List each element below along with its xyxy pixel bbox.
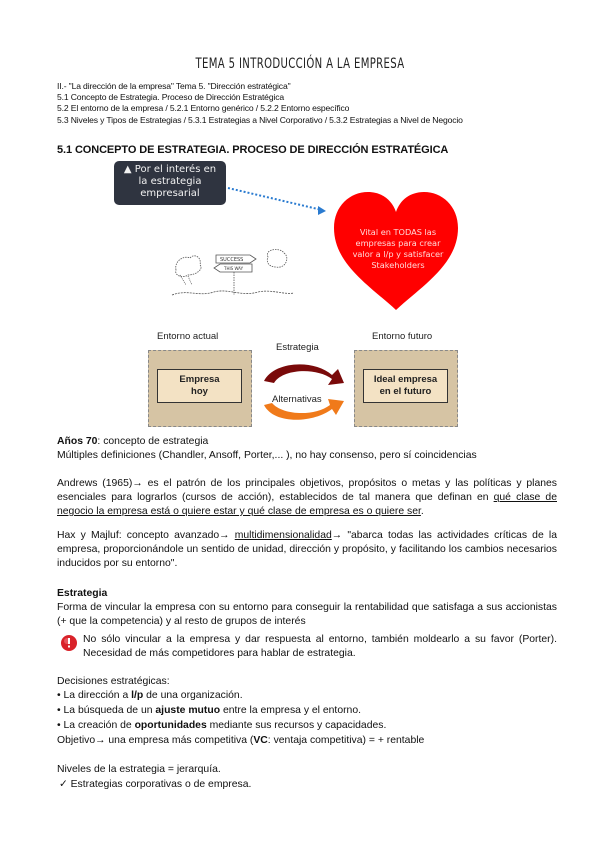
andrews-underline: qué clase de negocio la empresa está o quiere estar y qué clase de empresa es o quiere ser bbox=[57, 492, 557, 517]
decision-bold: ajuste mutuo bbox=[155, 705, 221, 716]
estrategia-definition: Forma de vincular la empresa con su entorno para conseguir la rentabilidad que satisfaga a sus accionistas (+ que la competencia) y al resto de grupos de interés bbox=[57, 602, 557, 627]
box-line: en el futuro bbox=[379, 386, 432, 397]
decisiones-heading: Decisiones estratégicas: bbox=[57, 676, 170, 687]
box-line: Empresa bbox=[179, 374, 220, 385]
decision-item bbox=[57, 689, 557, 703]
hax-text-b: → "abarca todas las actividades críticas de la empresa, proporcionándole un sentido de unidad, dirección y propósito, y facilitando los cambios necesarios inducidos por su entorno". bbox=[57, 530, 557, 569]
objetivo-line bbox=[57, 734, 557, 748]
decision-post: mediante sus recursos y capacidades. bbox=[206, 720, 387, 731]
estrategia-label: Estrategia bbox=[276, 342, 319, 353]
estrategia-arrow-icon bbox=[264, 364, 344, 385]
heart-text-line: empresas para crear bbox=[355, 238, 441, 248]
anos70-rest: : concepto de estrategia bbox=[97, 436, 209, 447]
objetivo-pre: Objetivo→ una empresa más competitiva ( bbox=[57, 735, 254, 746]
hax-underline: multidimensionalidad bbox=[234, 530, 332, 541]
decision-item bbox=[57, 704, 557, 718]
anos70-bold: Años 70 bbox=[57, 436, 98, 447]
empresa-hoy-box bbox=[157, 369, 242, 403]
multiples-line: Múltiples definiciones (Chandler, Ansoff, Porter,... ), no hay consenso, pero sí coincidencias bbox=[57, 450, 477, 461]
hax-text-a: Hax y Majluf: concepto avanzado→ bbox=[57, 530, 235, 541]
entorno-actual-label: Entorno actual bbox=[157, 331, 219, 342]
callout-line: la estrategia bbox=[138, 176, 202, 187]
exclamation-circle-icon bbox=[60, 634, 78, 652]
decision-bold: oportunidades bbox=[134, 720, 207, 731]
ideal-empresa-box bbox=[363, 369, 448, 403]
estrategia-heading: Estrategia bbox=[57, 588, 108, 599]
anos70-line bbox=[57, 435, 557, 449]
decision-pre: • La búsqueda de un bbox=[57, 705, 156, 716]
warning-text: No sólo vincular a la empresa y dar respuesta al entorno, también moldearlo a su favor (Porter). Necesidad de más competidores para hablar de estrategia. bbox=[83, 634, 557, 659]
andrews-text: Andrews (1965)→ es el patrón de los principales objetivos, propósitos o metas y las políticas y planes esenciales para lograrlos (cursos de acción), establecidos de tal manera que definan en bbox=[57, 478, 557, 503]
strategy-arrows bbox=[260, 357, 350, 427]
decision-pre: • La creación de bbox=[57, 720, 135, 731]
box-line: hoy bbox=[191, 386, 208, 397]
decision-post: de una organización. bbox=[143, 690, 243, 701]
decision-item bbox=[57, 719, 557, 733]
svg-text:SUCCESS: SUCCESS bbox=[220, 257, 244, 263]
toc-line: 5.2 El entorno de la empresa / 5.2.1 Entorno genérico / 5.2.2 Entorno específico bbox=[57, 103, 350, 114]
heart-text-line: valor a l/p y satisfacer bbox=[352, 249, 444, 259]
alternativas-arrow-icon bbox=[264, 399, 344, 420]
objetivo-post: : ventaja competitiva) = + rentable bbox=[267, 735, 425, 746]
decision-pre: • La dirección a bbox=[57, 690, 132, 701]
callout-line: ▲ Por el interés en bbox=[123, 164, 217, 175]
heart-text bbox=[348, 227, 448, 271]
niveles-line: Niveles de la estrategia = jerarquía. bbox=[57, 764, 221, 775]
decision-post: entre la empresa y el entorno. bbox=[220, 705, 362, 716]
box-line: Ideal empresa bbox=[373, 374, 438, 385]
toc-line: II.- "La dirección de la empresa" Tema 5. "Dirección estratégica" bbox=[57, 81, 291, 91]
toc-line: 5.3 Niveles y Tipos de Estrategias / 5.3.1 Estrategias a Nivel Corporativo / 5.3.2 Estrategias a Nivel de Negocio bbox=[57, 114, 463, 125]
heart-text-line: Vital en TODAS las bbox=[359, 227, 437, 237]
entorno-futuro-box bbox=[354, 350, 458, 427]
dotted-arrow-connector bbox=[0, 0, 600, 300]
callout-line: empresarial bbox=[140, 188, 200, 199]
section-heading: 5.1 CONCEPTO DE ESTRATEGIA. PROCESO DE DIRECCIÓN ESTRATÉGICA bbox=[57, 144, 449, 156]
success-signpost-illustration bbox=[168, 245, 296, 300]
callout-box bbox=[114, 161, 226, 205]
objetivo-bold: VC bbox=[253, 735, 268, 746]
check-item: ✓ Estrategias corporativas o de empresa. bbox=[59, 779, 252, 790]
heart-text-line: Stakeholders bbox=[371, 260, 425, 270]
entorno-futuro-label: Entorno futuro bbox=[372, 331, 433, 342]
decision-bold: l/p bbox=[131, 690, 144, 701]
document-title: TEMA 5 INTRODUCCIÓN A LA EMPRESA bbox=[195, 56, 405, 72]
entorno-actual-box bbox=[148, 350, 252, 427]
svg-text:THIS WAY: THIS WAY bbox=[224, 266, 244, 271]
alternativas-label: Alternativas bbox=[272, 394, 322, 405]
toc-line: 5.1 Concepto de Estrategia. Proceso de Dirección Estratégica bbox=[57, 92, 284, 103]
hax-paragraph bbox=[57, 529, 557, 571]
andrews-paragraph bbox=[57, 477, 557, 519]
andrews-end: . bbox=[420, 506, 424, 517]
